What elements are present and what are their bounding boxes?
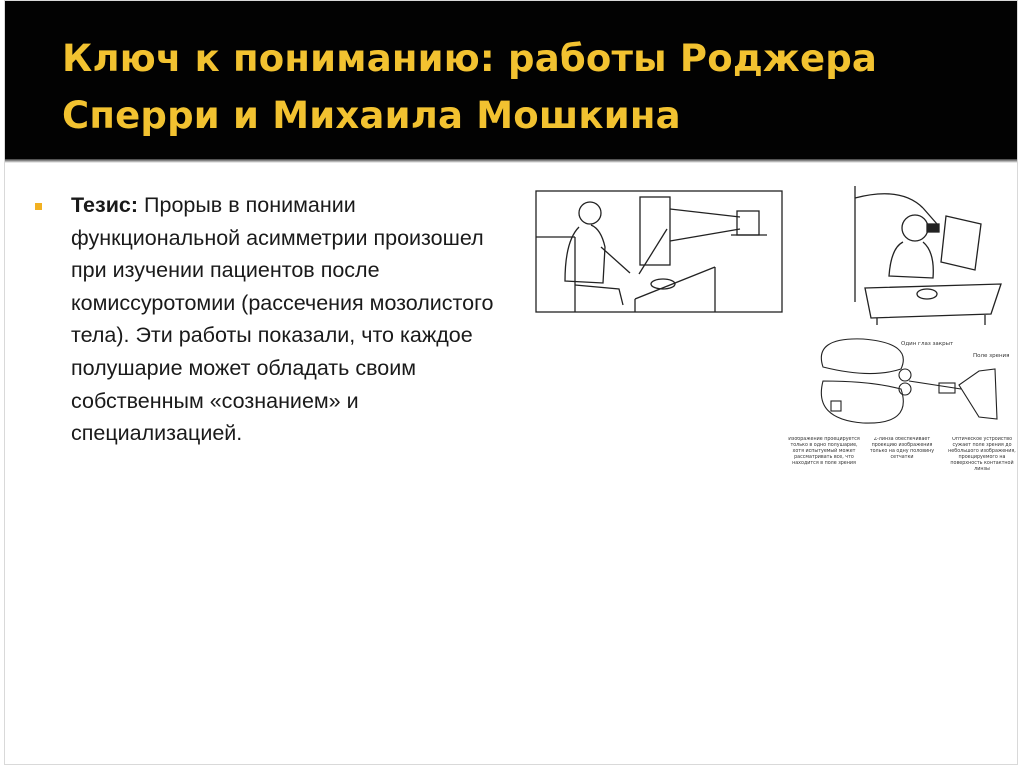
visual-pathway-diagram [783, 333, 1018, 491]
slide [4, 0, 1018, 765]
optical-device-subject-illustration [841, 184, 1013, 326]
caption-projection: Изображение проецируется только в одно полушарие, хотя испытуемый может рассматривать все, что находится в поле зрения [788, 437, 860, 466]
field-of-view-label: Поле зрения [973, 353, 1010, 359]
thesis-body: Прорыв в понимании функциональной асимметрии произошел при изучении пациентов после комиссуротомии (рассечения мозолистого тела). Эти работы показали, что каждое полушарие может обладать своим собственным «сознанием» и специализацией. [71, 193, 494, 446]
title-bar [5, 1, 1017, 159]
thesis-label: Тезис: [71, 193, 139, 217]
eye-closed-label: Один глаз закрыт [901, 341, 954, 347]
split-brain-apparatus-illustration [535, 189, 785, 314]
thesis-paragraph [71, 189, 511, 450]
slide-title: Ключ к пониманию: работы Роджера Сперри и Михаила Мошкина [62, 37, 878, 137]
caption-optical-device: Оптическое устройство сужает поле зрения до небольшого изображения, проецируемого на поверхность контактной линзы [948, 437, 1016, 472]
caption-z-lens: Z-линза обеспечивает проекцию изображения только на одну половину сетчатки [869, 437, 935, 460]
bullet-marker [35, 203, 42, 210]
